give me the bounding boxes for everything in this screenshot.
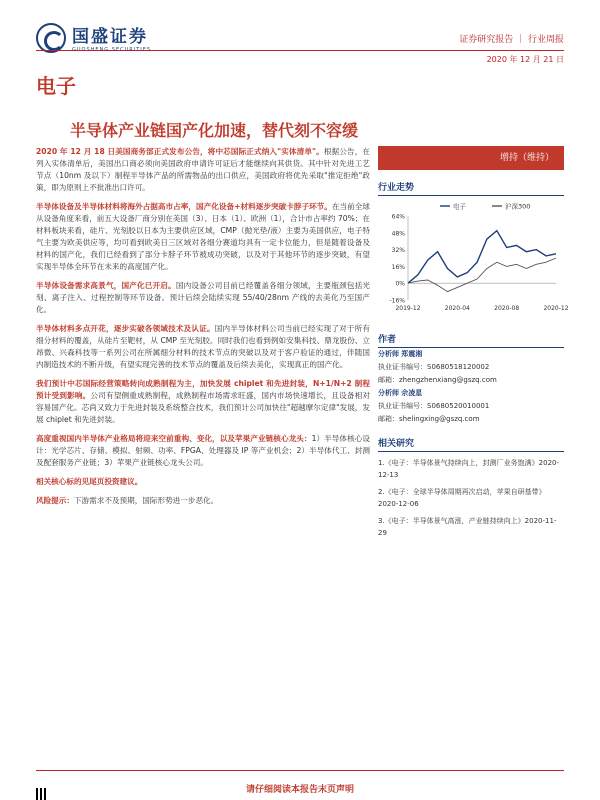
x-tick-label: 2020-08 — [494, 305, 520, 312]
related-title: 相关研究 — [378, 436, 564, 452]
main-body — [36, 146, 370, 514]
author-block: 分析师 郑震湘 执业证书编号：S0680518120002 邮箱：zhengzhenxiang@gszq.com — [378, 350, 497, 384]
legend-label: 电子 — [453, 202, 466, 211]
sidebar — [378, 146, 569, 539]
logo-en: GUOSHENG SECURITIES — [72, 47, 152, 53]
industry-title: 电子 — [36, 74, 76, 98]
logo-cn: 国盛证券 — [72, 27, 148, 47]
paragraph: 半导体设备需求高景气，国产化已开启。国内设备公司目前已经覆盖各细分领域，主要瓶颈包括光刻、离子注入、过程控制等环节设备。预计后续会陆续实现 55/40/28nm 产线的去美化乃至国产化。 — [36, 281, 370, 314]
y-tick-label: 32% — [391, 247, 405, 255]
paragraph: 半导体材料多点开花，逐步实破各领域技术及认证。国内半导体材料公司当前已经实现了对于所有细分材料的覆盖，从硅片至靶材，从 CMP 至光刻胶。同时我们也看到例如安集科技、鼎龙股份、立昂微、兴森科技等一系列公司在所属细分材料的技术节点的突破以及对于客户验证的通过，伴随国内制造技术的不断升级，有望实现完善的技术节点的覆盖及后续去美化，实现真正的国产化。 — [36, 324, 371, 369]
related-report-link[interactable]: 1.《电子：半导体景气持续向上，封测厂业务饱满》2020-12-13 — [378, 459, 560, 479]
paragraph: 相关核心标的见尾页投资建议。 — [36, 477, 143, 486]
company-logo — [36, 22, 151, 53]
footer-disclaimer: 请仔细阅读本报告末页声明 — [245, 785, 354, 795]
related-report-link[interactable]: 3.《电子：半导体景气高涨，产业链持续向上》2020-11-29 — [378, 517, 557, 537]
rating-badge: 增持（维持） — [378, 146, 564, 170]
y-tick-label: 48% — [391, 230, 405, 238]
series-line-csi300 — [408, 258, 556, 292]
logo-icon — [36, 23, 66, 53]
header-rule — [36, 50, 564, 51]
report-date: 2020 年 12 月 21 日 — [486, 55, 564, 64]
y-tick-label: 16% — [391, 263, 405, 271]
trend-chart — [378, 200, 569, 318]
paragraph: 2020 年 12 月 18 日美国商务部正式发布公告，将中芯国际正式纳入"实体清单"。根据公告，在列入实体清单后，美国出口商必须向美国政府申请许可证后才能继续向其供货。其中针对先进工艺节点（10nm 及以下）制程半导体产品的所需物品的出口供应，美国政府将优先采取"推定拒绝"政策，即为原则上不批准出口许可。 — [36, 147, 370, 192]
author-title: 作者 — [378, 332, 564, 348]
related-report-link[interactable]: 2.《电子：全球半导体周期再次启动，苹果自研基带》2020-12-06 — [378, 488, 546, 508]
y-tick-label: -16% — [389, 297, 405, 305]
trend-title: 行业走势 — [378, 180, 564, 196]
x-tick-label: 2019-12 — [395, 305, 421, 312]
y-tick-label: 0% — [395, 280, 405, 288]
series-line-electronics — [408, 231, 556, 284]
y-tick-label: 64% — [391, 213, 405, 221]
legend-label: 沪深300 — [505, 202, 531, 211]
paragraph: 我们预计中芯国际经营策略转向成熟制程为主，加快发展 chiplet 和先进封装，N+1/N+2 制程预计受到影响。公司有望侧重成熟制程，成熟制程市场需求旺盛，国内市场快速增长，且设备相对容易国产化。芯尚又致力于先进封装及系统整合技术，我们预计公司加快往"超越摩尔定律"发展，发展 chiplet 和先进封装。 — [36, 379, 371, 424]
report-type: 证券研究报告 ｜ 行业周报 — [459, 35, 564, 45]
risk-paragraph: 风险提示：下游需求不及预期，国际形势进一步恶化。 — [36, 496, 219, 505]
x-tick-label: 2020-12 — [543, 305, 569, 312]
x-tick-label: 2020-04 — [444, 305, 470, 312]
paragraph: 半导体设备及半导体材料将海外占据高市占率，国产化设备+材料逐步突破卡脖子环节。在当前全球从设备角度来看，前五大设备厂商分别在美国（3）、日本（1）、欧洲（1），合计市占率约 70%；在材料板块来看，硅片、光刻胶以日本为主要供应区域，CMP（抛光垫/液）主要为美国供应，电子特气主要为欧美供应等，均可看到欧美日三区域对各细分赛道均具有一定卡位能力，但是随着设备及材料的国产化，我们已经看到了部分卡脖子环节被成功突破，以及对于其他环节的逐步突破，有望实现半导体全环节在未来的高度国产化。 — [36, 202, 371, 271]
paragraph: 高度重视国内半导体产业格局将迎来空前重构、变化，以及苹果产业链核心龙头：1）半导体核心设计：光学芯片、存储、模拟、射频、功率、FPGA、处理器及 IP 等产业机会；2）半导体代工、封测及配套服务产业链；3）苹果产业链核心龙头公司。 — [36, 434, 370, 467]
footer-rule — [36, 770, 564, 771]
author-block: 分析师 佘凌星 执业证书编号：S0680520010001 邮箱：shelingxing@gszq.com — [378, 389, 490, 423]
header — [0, 0, 600, 64]
report-title: 半导体产业链国产化加速，替代刻不容缓 — [70, 121, 359, 140]
